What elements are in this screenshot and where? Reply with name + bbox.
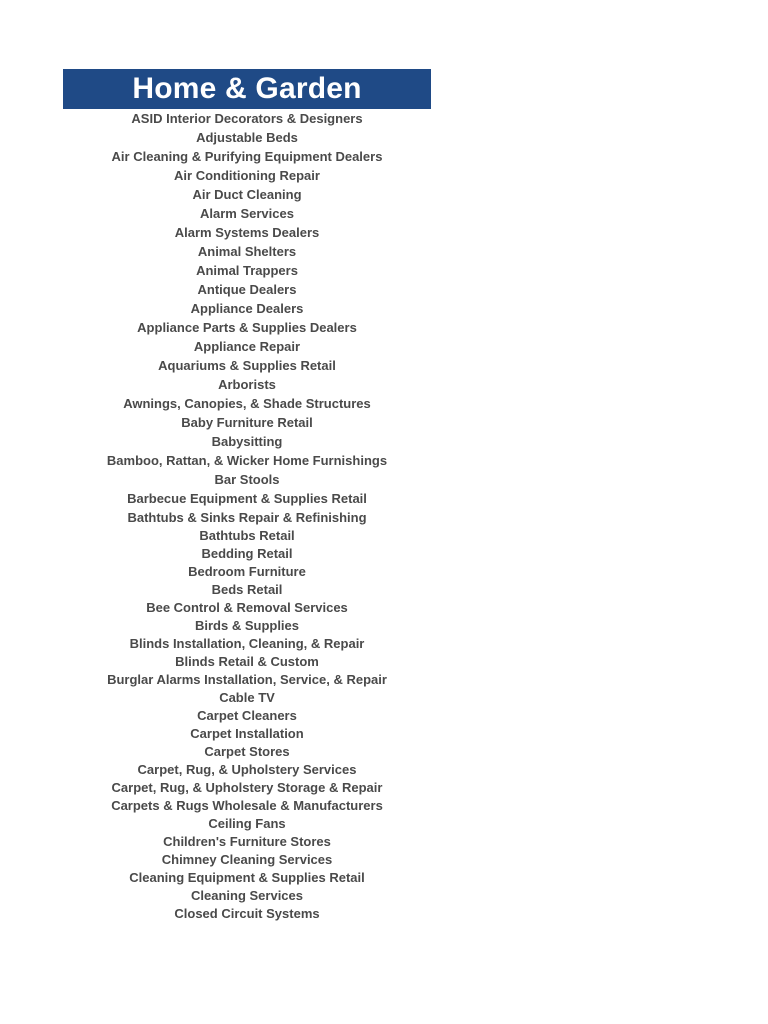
list-item: Ceiling Fans (208, 816, 286, 831)
list-item: Carpet Installation (190, 726, 304, 741)
list-item: Bathtubs Retail (199, 528, 295, 543)
list-item: Carpet, Rug, & Upholstery Services (137, 762, 357, 777)
list-item: Bar Stools (214, 472, 280, 487)
list-item: Blinds Retail & Custom (175, 654, 319, 669)
list-item: Animal Trappers (196, 263, 298, 278)
list-item: Cable TV (219, 690, 275, 705)
list-item: Baby Furniture Retail (181, 415, 313, 430)
list-item: Air Duct Cleaning (192, 187, 302, 202)
page-title: Home & Garden (63, 69, 431, 109)
list-item: Animal Shelters (197, 244, 297, 259)
list-item: Adjustable Beds (196, 130, 298, 145)
list-item: Beds Retail (211, 582, 283, 597)
list-item: Cleaning Equipment & Supplies Retail (129, 870, 365, 885)
list-item: Babysitting (211, 434, 283, 449)
list-item: Barbecue Equipment & Supplies Retail (127, 491, 367, 506)
list-item: Appliance Dealers (190, 301, 304, 316)
list-item: Blinds Installation, Cleaning, & Repair (129, 636, 365, 651)
list-item: Alarm Services (200, 206, 294, 221)
list-item: Antique Dealers (197, 282, 297, 297)
list-item: Appliance Parts & Supplies Dealers (137, 320, 357, 335)
list-item: ASID Interior Decorators & Designers (131, 111, 363, 126)
list-item: Carpets & Rugs Wholesale & Manufacturers (111, 798, 383, 813)
list-item: Alarm Systems Dealers (174, 225, 320, 240)
list-item: Bathtubs & Sinks Repair & Refinishing (127, 510, 367, 525)
list-item: Aquariums & Supplies Retail (158, 358, 336, 373)
list-item: Birds & Supplies (194, 618, 300, 633)
list-item: Air Conditioning Repair (174, 168, 320, 183)
list-item: Air Cleaning & Purifying Equipment Dealers (111, 149, 383, 164)
list-item: Awnings, Canopies, & Shade Structures (123, 396, 371, 411)
list-item: Arborists (218, 377, 276, 392)
list-item: Burglar Alarms Installation, Service, & Repair (107, 672, 387, 687)
list-item: Carpet, Rug, & Upholstery Storage & Repair (111, 780, 383, 795)
list-item: Appliance Repair (193, 339, 301, 354)
list-item: Bedroom Furniture (188, 564, 306, 579)
category-list (63, 109, 431, 923)
list-item: Bedding Retail (201, 546, 293, 561)
list-item: Cleaning Services (191, 888, 303, 903)
list-item: Bee Control & Removal Services (146, 600, 348, 615)
list-item: Bamboo, Rattan, & Wicker Home Furnishings (106, 453, 388, 468)
list-item: Carpet Stores (204, 744, 290, 759)
list-item: Chimney Cleaning Services (161, 852, 333, 867)
list-item: Closed Circuit Systems (174, 906, 320, 921)
list-item: Carpet Cleaners (197, 708, 297, 723)
list-item: Children's Furniture Stores (163, 834, 331, 849)
